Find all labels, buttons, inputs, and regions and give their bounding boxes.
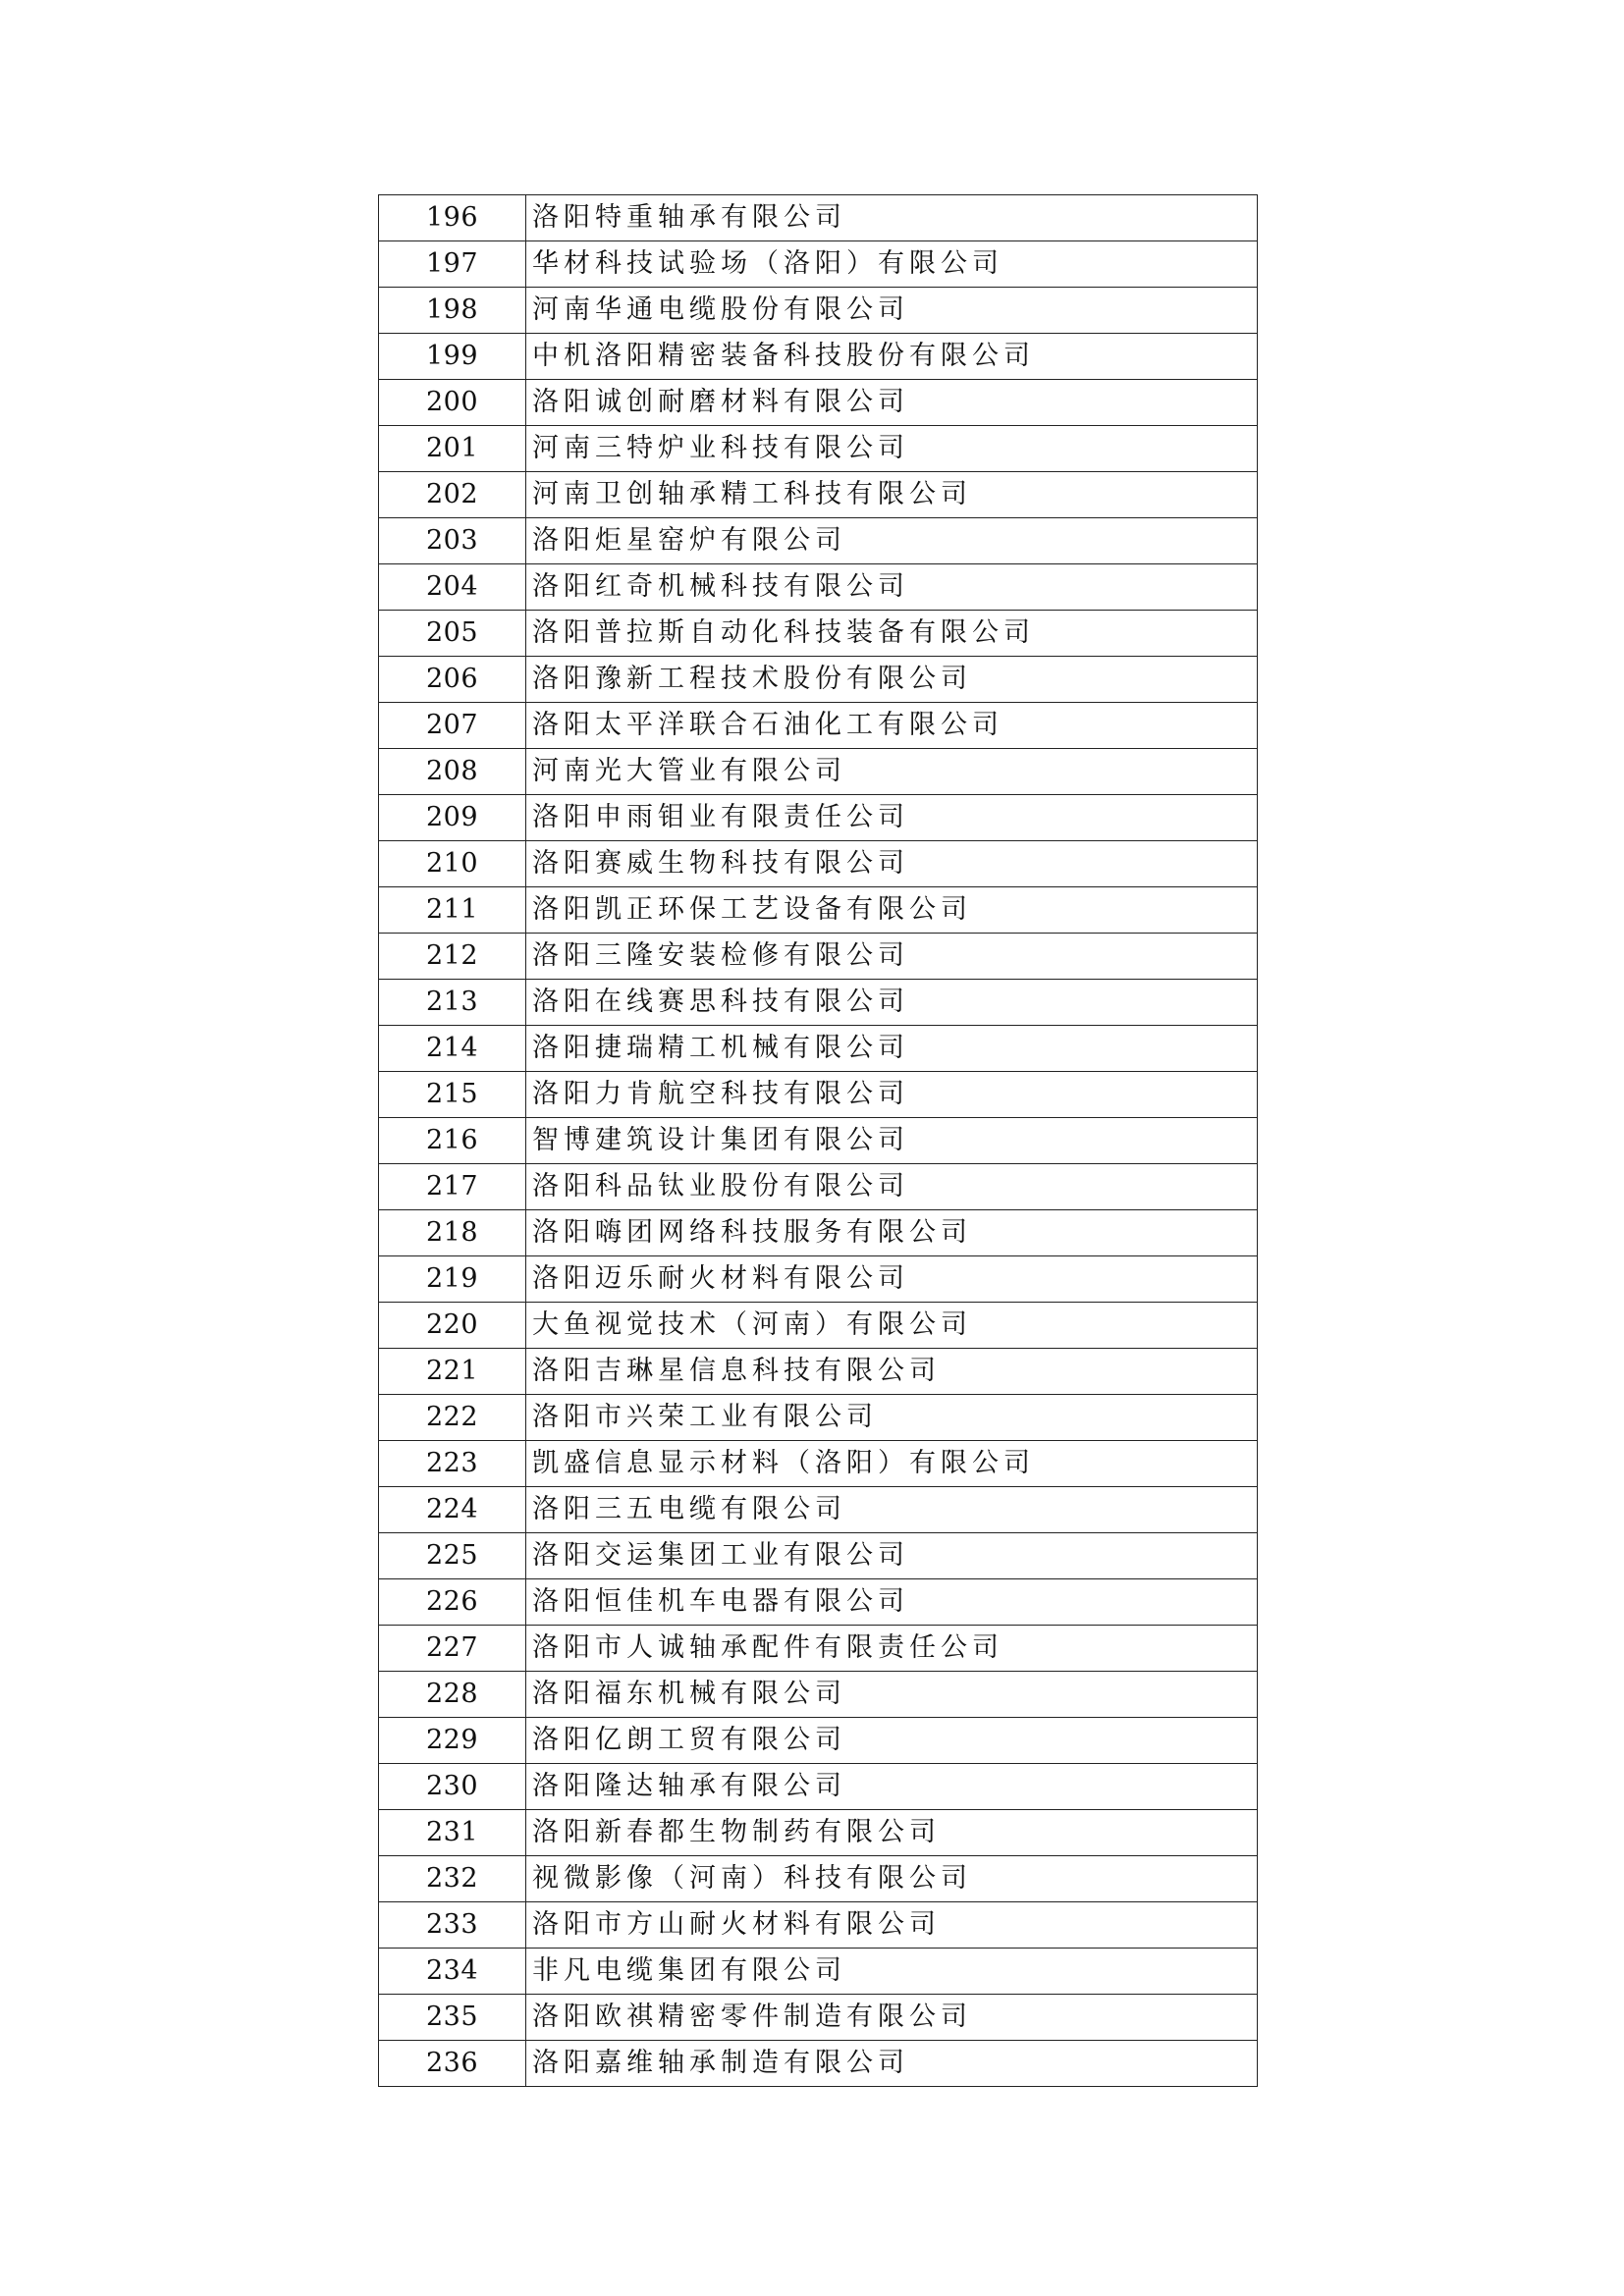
row-number-cell: 213 <box>379 980 526 1026</box>
table-row <box>379 472 1258 518</box>
table-row <box>379 795 1258 841</box>
row-number-cell: 207 <box>379 703 526 749</box>
company-name-cell: 洛阳凯正环保工艺设备有限公司 <box>526 887 1258 934</box>
table-row <box>379 1210 1258 1256</box>
table-row <box>379 1902 1258 1949</box>
company-name-cell: 洛阳赛威生物科技有限公司 <box>526 841 1258 887</box>
company-name-cell: 洛阳恒佳机车电器有限公司 <box>526 1579 1258 1626</box>
row-number-cell: 224 <box>379 1487 526 1533</box>
row-number-cell: 222 <box>379 1395 526 1441</box>
row-number-cell: 236 <box>379 2041 526 2087</box>
company-name-cell: 洛阳市兴荣工业有限公司 <box>526 1395 1258 1441</box>
row-number-cell: 209 <box>379 795 526 841</box>
table-row <box>379 195 1258 241</box>
table-row <box>379 1995 1258 2041</box>
row-number-cell: 219 <box>379 1256 526 1303</box>
company-name-cell: 河南三特炉业科技有限公司 <box>526 426 1258 472</box>
row-number-cell: 212 <box>379 934 526 980</box>
row-number-cell: 217 <box>379 1164 526 1210</box>
table-row <box>379 1949 1258 1995</box>
company-name-cell: 洛阳市人诚轴承配件有限责任公司 <box>526 1626 1258 1672</box>
company-name-cell: 河南卫创轴承精工科技有限公司 <box>526 472 1258 518</box>
row-number-cell: 196 <box>379 195 526 241</box>
table-row <box>379 1164 1258 1210</box>
company-name-cell: 大鱼视觉技术（河南）有限公司 <box>526 1303 1258 1349</box>
company-name-cell: 洛阳市方山耐火材料有限公司 <box>526 1902 1258 1949</box>
row-number-cell: 229 <box>379 1718 526 1764</box>
table-row <box>379 749 1258 795</box>
row-number-cell: 234 <box>379 1949 526 1995</box>
table-row <box>379 1072 1258 1118</box>
table-row <box>379 1256 1258 1303</box>
company-name-cell: 视微影像（河南）科技有限公司 <box>526 1856 1258 1902</box>
company-name-cell: 洛阳迈乐耐火材料有限公司 <box>526 1256 1258 1303</box>
row-number-cell: 204 <box>379 564 526 611</box>
company-name-cell: 洛阳交运集团工业有限公司 <box>526 1533 1258 1579</box>
row-number-cell: 231 <box>379 1810 526 1856</box>
table-row <box>379 1626 1258 1672</box>
table-row <box>379 241 1258 288</box>
company-name-cell: 洛阳三隆安装检修有限公司 <box>526 934 1258 980</box>
company-name-cell: 河南华通电缆股份有限公司 <box>526 288 1258 334</box>
row-number-cell: 202 <box>379 472 526 518</box>
table-row <box>379 1349 1258 1395</box>
company-name-cell: 非凡电缆集团有限公司 <box>526 1949 1258 1995</box>
row-number-cell: 206 <box>379 657 526 703</box>
row-number-cell: 223 <box>379 1441 526 1487</box>
table-row <box>379 380 1258 426</box>
company-name-cell: 中机洛阳精密装备科技股份有限公司 <box>526 334 1258 380</box>
table-row <box>379 611 1258 657</box>
company-name-cell: 洛阳福东机械有限公司 <box>526 1672 1258 1718</box>
row-number-cell: 199 <box>379 334 526 380</box>
row-number-cell: 230 <box>379 1764 526 1810</box>
company-name-cell: 洛阳红奇机械科技有限公司 <box>526 564 1258 611</box>
table-row <box>379 564 1258 611</box>
company-name-cell: 洛阳在线赛思科技有限公司 <box>526 980 1258 1026</box>
table-row <box>379 657 1258 703</box>
table-row <box>379 1764 1258 1810</box>
company-list-table <box>378 194 1258 2087</box>
row-number-cell: 201 <box>379 426 526 472</box>
row-number-cell: 232 <box>379 1856 526 1902</box>
row-number-cell: 214 <box>379 1026 526 1072</box>
row-number-cell: 198 <box>379 288 526 334</box>
company-name-cell: 洛阳诚创耐磨材料有限公司 <box>526 380 1258 426</box>
table-row <box>379 841 1258 887</box>
company-name-cell: 洛阳普拉斯自动化科技装备有限公司 <box>526 611 1258 657</box>
company-name-cell: 洛阳特重轴承有限公司 <box>526 195 1258 241</box>
row-number-cell: 228 <box>379 1672 526 1718</box>
table-body <box>379 195 1258 2087</box>
table-row <box>379 426 1258 472</box>
company-name-cell: 洛阳亿朗工贸有限公司 <box>526 1718 1258 1764</box>
company-name-cell: 洛阳申雨钼业有限责任公司 <box>526 795 1258 841</box>
company-name-cell: 洛阳太平洋联合石油化工有限公司 <box>526 703 1258 749</box>
row-number-cell: 216 <box>379 1118 526 1164</box>
table-row <box>379 288 1258 334</box>
table-row <box>379 703 1258 749</box>
row-number-cell: 205 <box>379 611 526 657</box>
company-name-cell: 洛阳捷瑞精工机械有限公司 <box>526 1026 1258 1072</box>
row-number-cell: 227 <box>379 1626 526 1672</box>
row-number-cell: 208 <box>379 749 526 795</box>
table-row <box>379 1856 1258 1902</box>
company-name-cell: 河南光大管业有限公司 <box>526 749 1258 795</box>
company-name-cell: 凯盛信息显示材料（洛阳）有限公司 <box>526 1441 1258 1487</box>
row-number-cell: 233 <box>379 1902 526 1949</box>
table-row <box>379 518 1258 564</box>
company-name-cell: 洛阳嘉维轴承制造有限公司 <box>526 2041 1258 2087</box>
table-row <box>379 1672 1258 1718</box>
company-name-cell: 洛阳科品钛业股份有限公司 <box>526 1164 1258 1210</box>
table-row <box>379 1718 1258 1764</box>
row-number-cell: 211 <box>379 887 526 934</box>
company-name-cell: 华材科技试验场（洛阳）有限公司 <box>526 241 1258 288</box>
company-name-cell: 洛阳吉琳星信息科技有限公司 <box>526 1349 1258 1395</box>
company-name-cell: 洛阳欧祺精密零件制造有限公司 <box>526 1995 1258 2041</box>
row-number-cell: 226 <box>379 1579 526 1626</box>
table-row <box>379 1533 1258 1579</box>
company-name-cell: 洛阳嗨团网络科技服务有限公司 <box>526 1210 1258 1256</box>
row-number-cell: 200 <box>379 380 526 426</box>
table-row <box>379 934 1258 980</box>
row-number-cell: 203 <box>379 518 526 564</box>
company-name-cell: 洛阳三五电缆有限公司 <box>526 1487 1258 1533</box>
row-number-cell: 197 <box>379 241 526 288</box>
company-name-cell: 洛阳新春都生物制药有限公司 <box>526 1810 1258 1856</box>
table-row <box>379 980 1258 1026</box>
table-row <box>379 2041 1258 2087</box>
row-number-cell: 220 <box>379 1303 526 1349</box>
company-name-cell: 洛阳隆达轴承有限公司 <box>526 1764 1258 1810</box>
company-name-cell: 洛阳炬星窑炉有限公司 <box>526 518 1258 564</box>
table-row <box>379 1026 1258 1072</box>
company-name-cell: 洛阳豫新工程技术股份有限公司 <box>526 657 1258 703</box>
table-row <box>379 887 1258 934</box>
row-number-cell: 215 <box>379 1072 526 1118</box>
row-number-cell: 235 <box>379 1995 526 2041</box>
table-row <box>379 1810 1258 1856</box>
company-name-cell: 洛阳力肯航空科技有限公司 <box>526 1072 1258 1118</box>
table-row <box>379 1118 1258 1164</box>
row-number-cell: 225 <box>379 1533 526 1579</box>
table-row <box>379 1487 1258 1533</box>
row-number-cell: 210 <box>379 841 526 887</box>
table-row <box>379 1303 1258 1349</box>
table-row <box>379 1579 1258 1626</box>
table-row <box>379 1441 1258 1487</box>
row-number-cell: 221 <box>379 1349 526 1395</box>
table-row <box>379 334 1258 380</box>
company-name-cell: 智博建筑设计集团有限公司 <box>526 1118 1258 1164</box>
row-number-cell: 218 <box>379 1210 526 1256</box>
table-row <box>379 1395 1258 1441</box>
